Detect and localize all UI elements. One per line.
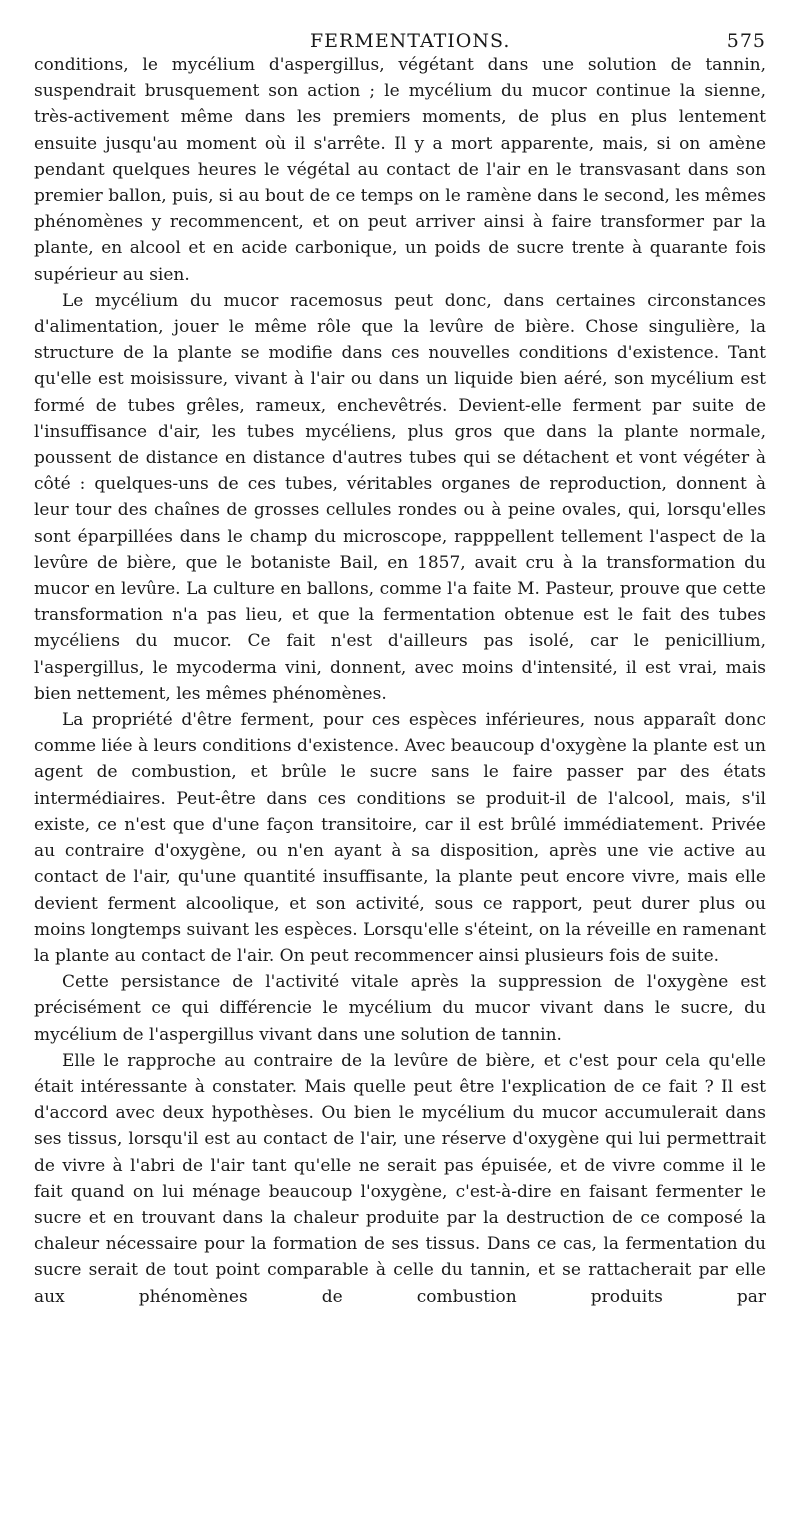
paragraph-5: Elle le rapproche au contraire de la levûre de bière, et c'est pour cela qu'elle était intéressante à constater. Mais quelle peut être l'explication de ce fait ? Il est d'accord avec deux hypothèses. Ou bien le mycélium du mucor accumulerait dans ses tissus, lorsqu'il est au contact de l'air, une réserve d'oxygène qui lui permettrait de vivre à l'abri de l'air tant qu'elle ne serait pas épuisée, et de vivre comme il le fait quand on lui ménage beaucoup l'oxygène, c'est-à-dire en faisant fermenter le sucre et en trouvant dans la chaleur produite par la destruction de ce composé la chaleur nécessaire pour la formation de ses tissus. Dans ce cas, la fermentation du sucre serait de tout point comparable à celle du tannin, et se rattacherait par elle aux phénomènes de combustion produits par	[34, 1050, 766, 1307]
running-header	[34, 22, 766, 52]
paragraph-2: Le mycélium du mucor racemosus peut donc, dans certaines circonstances d'alimentation, jouer le même rôle que la levûre de bière. Chose singulière, la structure de la plante se modifie dans ces nouvelles conditions d'existence. Tant qu'elle est moisissure, vivant à l'air ou dans un liquide bien aéré, son mycélium est formé de tubes grêles, rameux, enchevêtrés. Devient-elle ferment par suite de l'insuffisance d'air, les tubes mycéliens, plus gros que dans la plante normale, poussent de distance en distance d'autres tubes qui se détachent et vont végéter à côté : quelques-uns de ces tubes, véritables organes de reproduction, donnent à leur tour des chaînes de grosses cellules rondes ou à peine ovales, qui, lorsqu'elles sont éparpillées dans le champ du microscope, rapppellent tellement l'aspect de la levûre de bière, que le botaniste Bail, en 1857, avait cru à la transformation du mucor en levûre. La culture en ballons, comme l'a faite M. Pasteur, prouve que cette transformation n'a pas lieu, et que la fermentation obtenue est le fait des tubes mycéliens du mucor. Ce fait n'est d'ailleurs pas isolé, car le penicillium, l'aspergillus, le mycoderma vini, donnent, avec moins d'intensité, il est vrai, mais bien nettement, les mêmes phénomènes.	[34, 290, 766, 704]
page	[34, 22, 766, 1310]
paragraph-3: La propriété d'être ferment, pour ces espèces inférieures, nous apparaît donc comme liée à leurs conditions d'existence. Avec beaucoup d'oxygène la plante est un agent de combustion, et brûle le sucre sans le faire passer par des états intermédiaires. Peut-être dans ces conditions se produit-il de l'alcool, mais, s'il existe, ce n'est que d'une façon transitoire, car il est brûlé immédiatement. Privée au contraire d'oxygène, ou n'en ayant à sa disposition, après une vie active au contact de l'air, qu'une quantité insuffisante, la plante peut encore vivre, mais elle devient ferment alcoolique, et son activité, sous ce rapport, peut durer plus ou moins longtemps suivant les espèces. Lorsqu'elle s'éteint, on la réveille en ramenant la plante au contact de l'air. On peut recommencer ainsi plusieurs fois de suite.	[34, 710, 766, 966]
body-text	[34, 52, 766, 1310]
page-number: 575	[726, 30, 766, 52]
paragraph-4: Cette persistance de l'activité vitale après la suppression de l'oxygène est précisément ce qui différencie le mycélium du mucor vivant dans le sucre, du mycélium de l'aspergillus vivant dans une solution de tannin.	[34, 972, 766, 1045]
paragraph-1: conditions, le mycélium d'aspergillus, végétant dans une solution de tannin, suspendrait brusquement son action ; le mycélium du mucor continue la sienne, très-activement même dans les premiers moments, de plus en plus lentement ensuite jusqu'au moment où il s'arrête. Il y a mort apparente, mais, si on amène pendant quelques heures le végétal au contact de l'air en le transvasant dans son premier ballon, puis, si au bout de ce temps on le ramène dans le second, les mêmes phénomènes y recommencent, et on peut arriver ainsi à faire transformer par la plante, en alcool et en acide carbonique, un poids de sucre trente à quarante fois supérieur au sien.	[34, 55, 766, 285]
running-title: FERMENTATIONS.	[310, 30, 511, 52]
